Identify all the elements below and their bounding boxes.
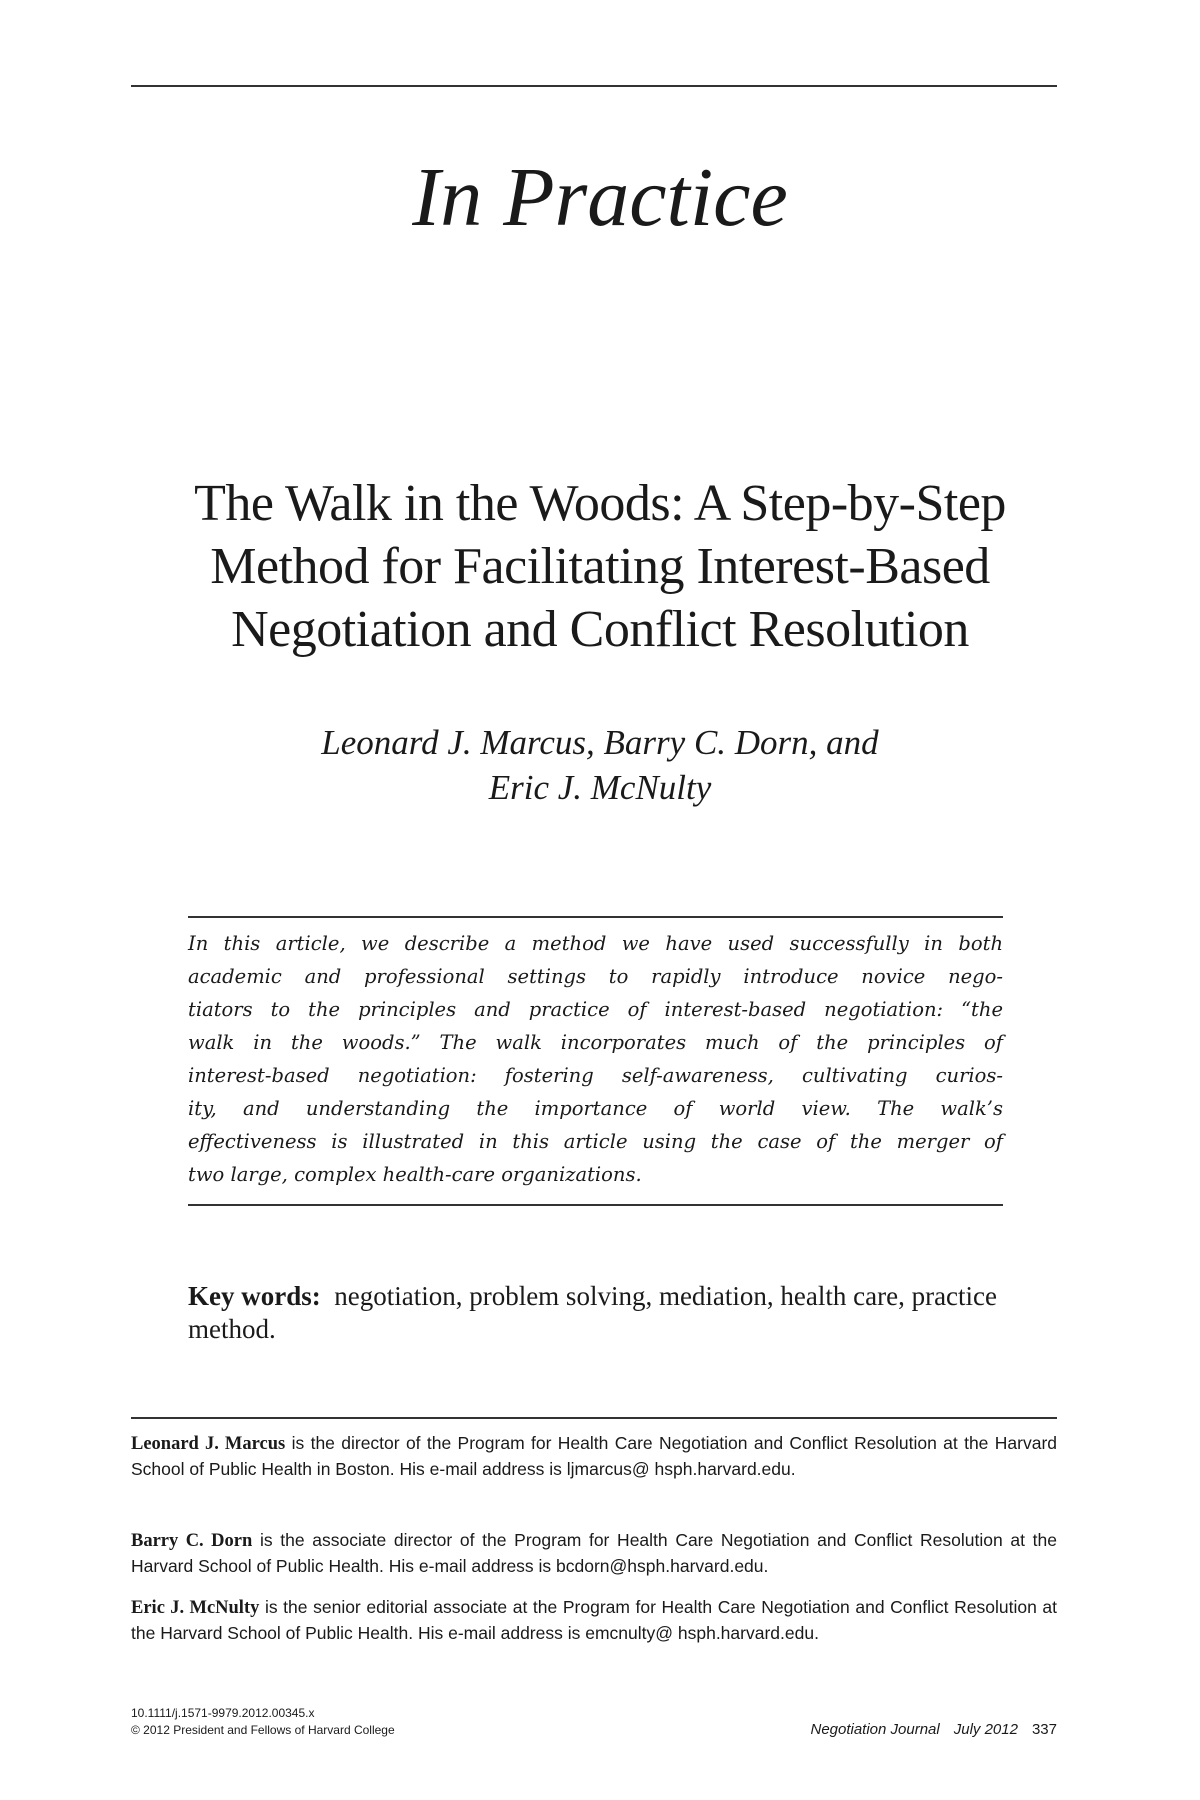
bio-rule [131, 1417, 1057, 1419]
bio-name: Eric J. McNulty [131, 1598, 260, 1618]
keywords-text: negotiation, problem solving, mediation, health care, practice method. [188, 1281, 998, 1344]
title-line: Method for Facilitating Interest-Based [210, 538, 990, 595]
section-heading: In Practice [412, 151, 788, 244]
author-line: Leonard J. Marcus, Barry C. Dorn, and [321, 723, 879, 762]
abstract-line: walk in the woods.” The walk incorporates much of the principles of [188, 1031, 1003, 1054]
footer-right [810, 1721, 1057, 1738]
issue-date: July 2012 [953, 1721, 1018, 1738]
authors [120, 720, 1080, 810]
author-line: Eric J. McNulty [488, 768, 712, 807]
title-line: The Walk in the Woods: A Step-by-Step [194, 475, 1006, 532]
footer-left [131, 1705, 395, 1739]
bio-text: is the director of the Program for Health Care Negotiation and Conflict Resolution at the Harvard School of Public Health in Boston. His e-mail address is ljmarcus@ hsph.harvard.edu. [131, 1433, 1057, 1479]
keywords-label: Key words: [188, 1281, 321, 1311]
abstract-line: interest-based negotiation: fostering self-awareness, cultivating curios- [188, 1064, 1003, 1087]
abstract-line: tiators to the principles and practice of interest-based negotiation: “the [188, 998, 1003, 1021]
copyright: © 2012 President and Fellows of Harvard College [131, 1723, 395, 1737]
bio-name: Leonard J. Marcus [131, 1434, 286, 1454]
abstract-line: In this article, we describe a method we have used successfully in both [188, 932, 1003, 955]
abstract-line: academic and professional settings to rapidly introduce novice nego- [188, 965, 1003, 988]
abstract-bottom-rule [188, 1204, 1003, 1206]
journal-name: Negotiation Journal [810, 1721, 940, 1738]
abstract [188, 927, 1003, 1191]
article-title [120, 472, 1080, 661]
title-line: Negotiation and Conflict Resolution [231, 601, 969, 658]
keywords [188, 1280, 1018, 1346]
bio-mcnulty [131, 1595, 1057, 1645]
bio-dorn [131, 1528, 1057, 1578]
abstract-top-rule [188, 916, 1003, 918]
abstract-line: ity, and understanding the importance of world view. The walk’s [188, 1097, 1003, 1120]
doi: 10.1111/j.1571-9979.2012.00345.x [131, 1706, 315, 1720]
abstract-line: two large, complex health-care organizations. [188, 1163, 642, 1186]
bio-text: is the senior editorial associate at the Program for Health Care Negotiation and Conflict Resolution at the Harvard School of Public Health. His e-mail address is emcnulty@ hsph.harvard.edu. [131, 1597, 1057, 1643]
bio-marcus [131, 1431, 1057, 1481]
bio-name: Barry C. Dorn [131, 1531, 253, 1551]
top-rule [131, 85, 1057, 87]
page-number: 337 [1031, 1721, 1057, 1738]
bio-text: is the associate director of the Program for Health Care Negotiation and Conflict Resolution at the Harvard School of Public Health. His e-mail address is bcdorn@hsph.harvard.edu. [131, 1530, 1058, 1576]
abstract-line: effectiveness is illustrated in this article using the case of the merger of [188, 1130, 1003, 1153]
